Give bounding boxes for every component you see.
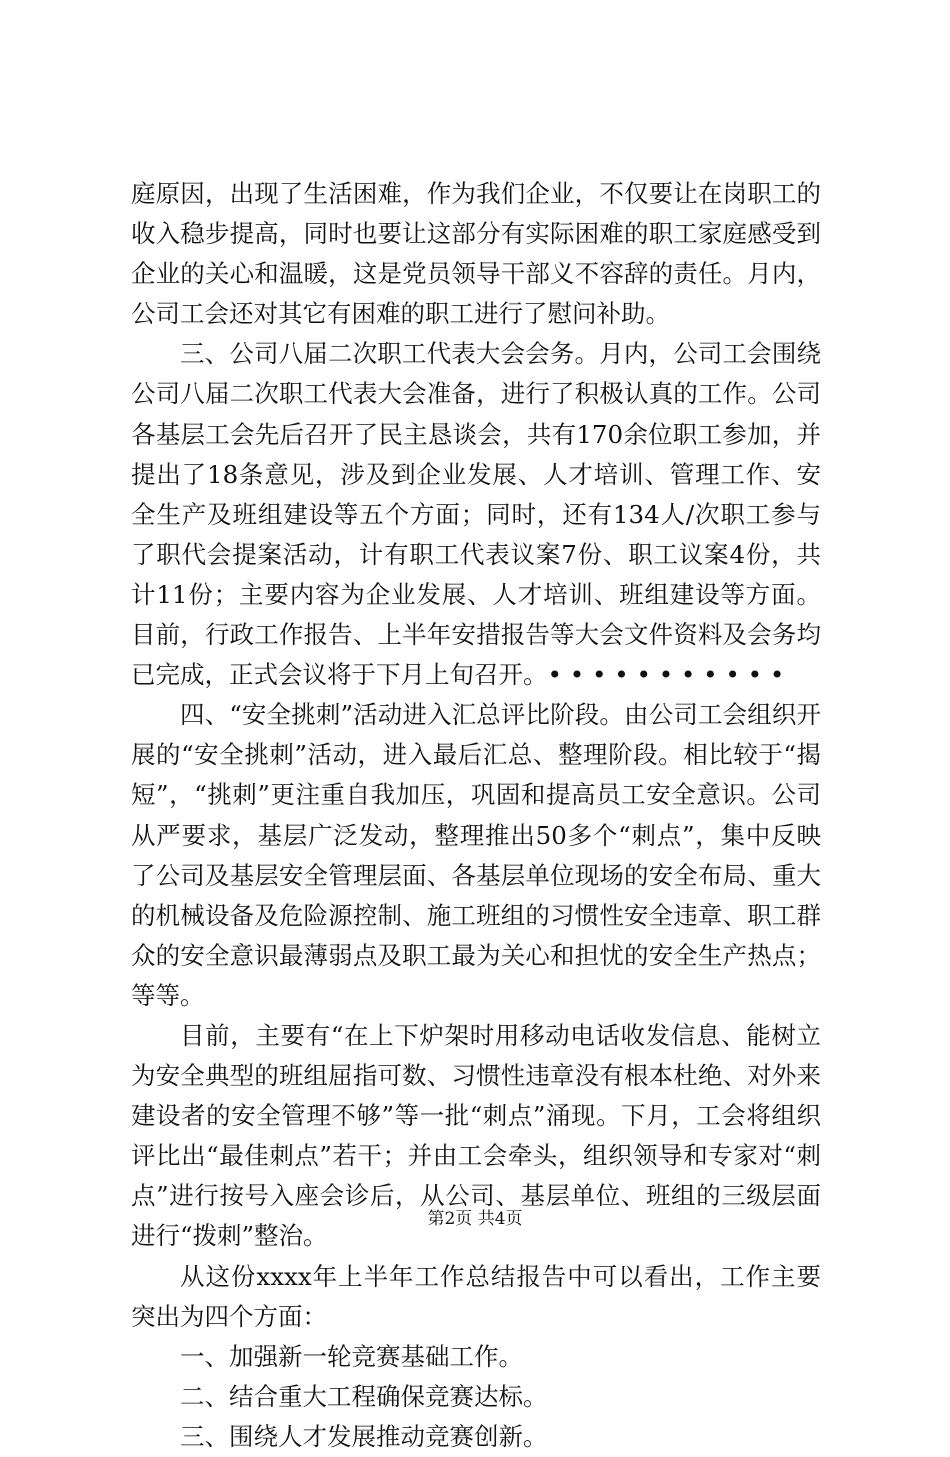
- list-item-three: 三、围绕人才发展推动竞赛创新。: [180, 1421, 548, 1451]
- paragraph-section-four: 四、“安全挑刺”活动进入汇总评比阶段。由公司工会组织开展的“安全挑刺”活动，进入最后汇总、整理阶段。相比较于“揭短”，“挑刺”更注重自我加压，巩固和提高员工安全意识。公司从严要求，基层广泛发动，整理推出50多个“刺点”，集中反映了公司及基层安全管理层面、各基层单位现场的安全布局、重大的机械设备及危险源控制、施工班组的习惯性安全违章、职工群众的安全意识最薄弱点及职工最为关心和担忧的安全生产热点；等等。: [131, 700, 821, 1010]
- document-body: [131, 174, 821, 1457]
- paragraph-section-three: 三、公司八届二次职工代表大会会务。月内，公司工会围绕公司八届二次职工代表大会准备，进行了积极认真的工作。公司各基层工会先后召开了民主恳谈会，共有170余位职工参加，并提出了18条意见，涉及到企业发展、人才培训、管理工作、安全生产及班组建设等五个方面；同时，还有134人/次职工参与了职代会提案活动，计有职工代表议案7份、职工议案4份，共计11份；主要内容为企业发展、人才培训、班组建设等方面。目前，行政工作报告、上半年安措报告等大会文件资料及会务均已完成，正式会议将于下月上旬召开。• • • • • • • • • • •: [131, 339, 821, 690]
- list-item-two: 二、结合重大工程确保竞赛达标。: [180, 1381, 548, 1411]
- paragraph-summary-intro: 从这份xxxx年上半年工作总结报告中可以看出，工作主要突出为四个方面：: [131, 1261, 821, 1331]
- paragraph-current-status: 目前，主要有“在上下炉架时用移动电话收发信息、能树立为安全典型的班组屈指可数、习惯性违章没有根本杜绝、对外来建设者的安全管理不够”等一批“刺点”涌现。下月，工会将组织评比出“最佳刺点”若干；并由工会牵头，组织领导和专家对“刺点”进行按号入座会诊后，从公司、基层单位、班组的三级层面进行“拨刺”整治。: [131, 1020, 821, 1251]
- page-number-footer: 第2页 共4页: [427, 1209, 523, 1229]
- list-item-one: 一、加强新一轮竞赛基础工作。: [180, 1341, 523, 1371]
- paragraph-continuation: 庭原因，出现了生活困难，作为我们企业，不仅要让在岗职工的收入稳步提高，同时也要让这部分有实际困难的职工家庭感受到企业的关心和温暖，这是党员领导干部义不容辞的责任。月内，公司工会还对其它有困难的职工进行了慰问补助。: [131, 179, 821, 329]
